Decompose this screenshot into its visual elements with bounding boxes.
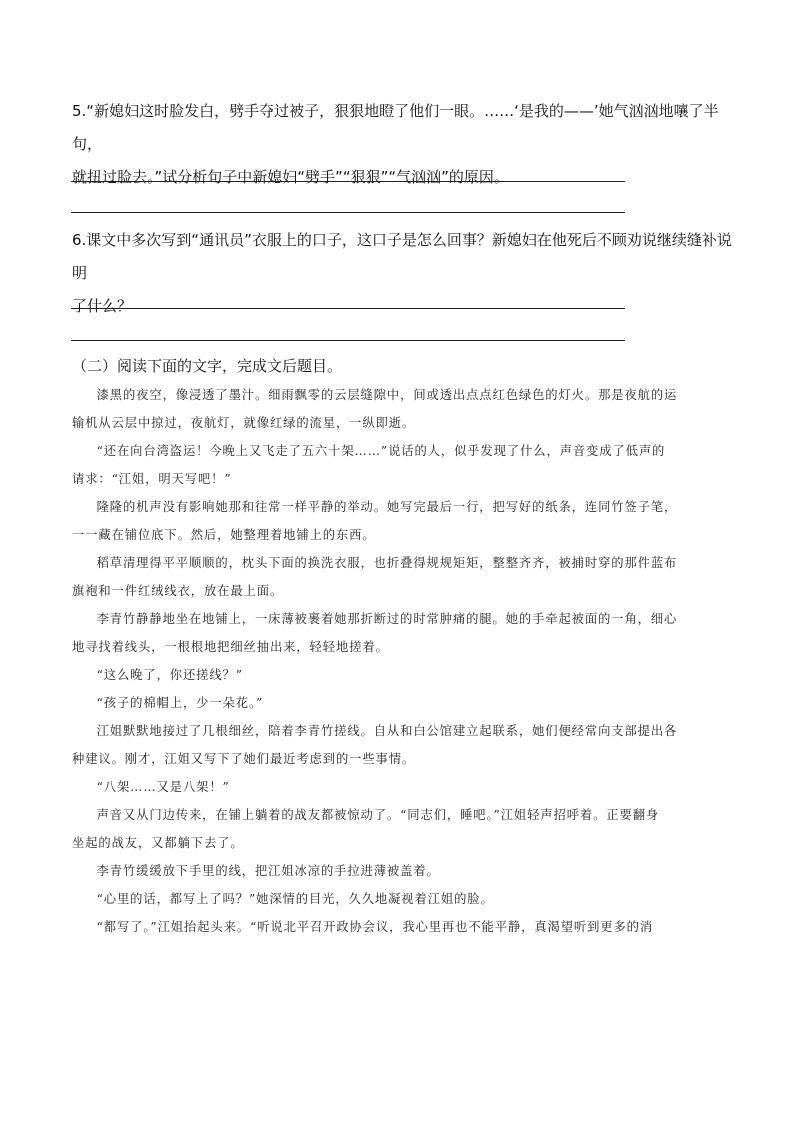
question-5	[72, 95, 732, 194]
passage-line: 稻草清理得平平顺顺的，枕头下面的换洗衣服，也折叠得规规矩矩，整整齐齐，被捕时穿的那件蓝布	[96, 556, 678, 570]
passage-line: 输机从云层中掠过，夜航灯，就像红绿的流星，一纵即逝。	[72, 416, 416, 430]
passage-line: 旗袍和一件红绒线衣，放在最上面。	[72, 584, 284, 598]
answer-line[interactable]	[71, 340, 625, 341]
passage-line: 种建议。刚才，江姐又写下了她们最近考虑到的一些事情。	[72, 752, 416, 766]
passage-line: “八架……又是八架！”	[96, 780, 230, 794]
question-6-line-1: 6.课文中多次写到“通讯员”衣服上的口子，这口子是怎么回事？新媳妇在他死后不顾劝说继续缝补说明	[72, 231, 732, 282]
section-title: （二）阅读下面的文字，完成文后题目。	[72, 357, 343, 375]
passage-line: 李青竹缓缓放下手里的线，把江姐冰凉的手拉进薄被盖着。	[96, 864, 440, 878]
question-5-line-1: 5.“新媳妇这时脸发白，劈手夺过被子，狠狠地瞪了他们一眼。……‘是我的——’她气汹汹地嚷了半句，	[72, 102, 719, 153]
passage-line: 声音又从门边传来，在铺上躺着的战友都被惊动了。“同志们，睡吧。”江姐轻声招呼着。正要翻身	[96, 808, 660, 822]
question-6-line-2: 了什么？	[72, 297, 133, 315]
passage-line: “都写了。”江姐抬起头来。“听说北平召开政协会议，我心里再也不能平静，真渴望听到更多的消	[96, 920, 654, 934]
passage-line: “孩子的棉帽上，少一朵花。”	[96, 696, 264, 710]
passage-line: “这么晚了，你还搓线？”	[96, 668, 243, 682]
passage-line: “心里的话，都写上了吗？”她深情的目光，久久地凝视着江姐的脸。	[96, 892, 494, 906]
passage-line: 漆黑的夜空，像浸透了墨汁。细雨飘零的云层缝隙中，间或透出点点红色绿色的灯火。那是夜航的运	[96, 388, 678, 402]
question-5-line-2: 就扭过脸去。”试分析句子中新媳妇“劈手”“狠狠”“气汹汹”的原因。	[72, 168, 509, 186]
passage-line: 请求：“江姐，明天写吧！”	[72, 472, 232, 486]
answer-line[interactable]	[71, 181, 625, 182]
passage-line: 坐起的战友，又都躺下去了。	[72, 836, 244, 850]
passage-line: 地寻找着线头，一根根地把细丝抽出来，轻轻地搓着。	[72, 640, 389, 654]
passage-line: 李青竹静静地坐在地铺上，一床薄被裹着她那折断过的时常肿痛的腿。她的手牵起被面的一角，细心	[96, 612, 678, 626]
answer-line[interactable]	[71, 308, 625, 309]
passage-line: “还在向台湾盗运！今晚上又飞走了五六十架……”说话的人，似乎发现了什么，声音变成了低声的	[96, 444, 666, 458]
passage-line: 江姐默默地接过了几根细丝，陪着李青竹搓线。自从和白公馆建立起联系，她们便经常向支部提出各	[96, 724, 678, 738]
passage-line: 一一藏在铺位底下。然后，她整理着地铺上的东西。	[72, 528, 376, 542]
passage-line: 隆隆的机声没有影响她那和往常一样平静的举动。她写完最后一行，把写好的纸条，连同竹签子笔，	[96, 500, 678, 514]
answer-line[interactable]	[71, 212, 625, 213]
reading-passage	[72, 381, 722, 941]
